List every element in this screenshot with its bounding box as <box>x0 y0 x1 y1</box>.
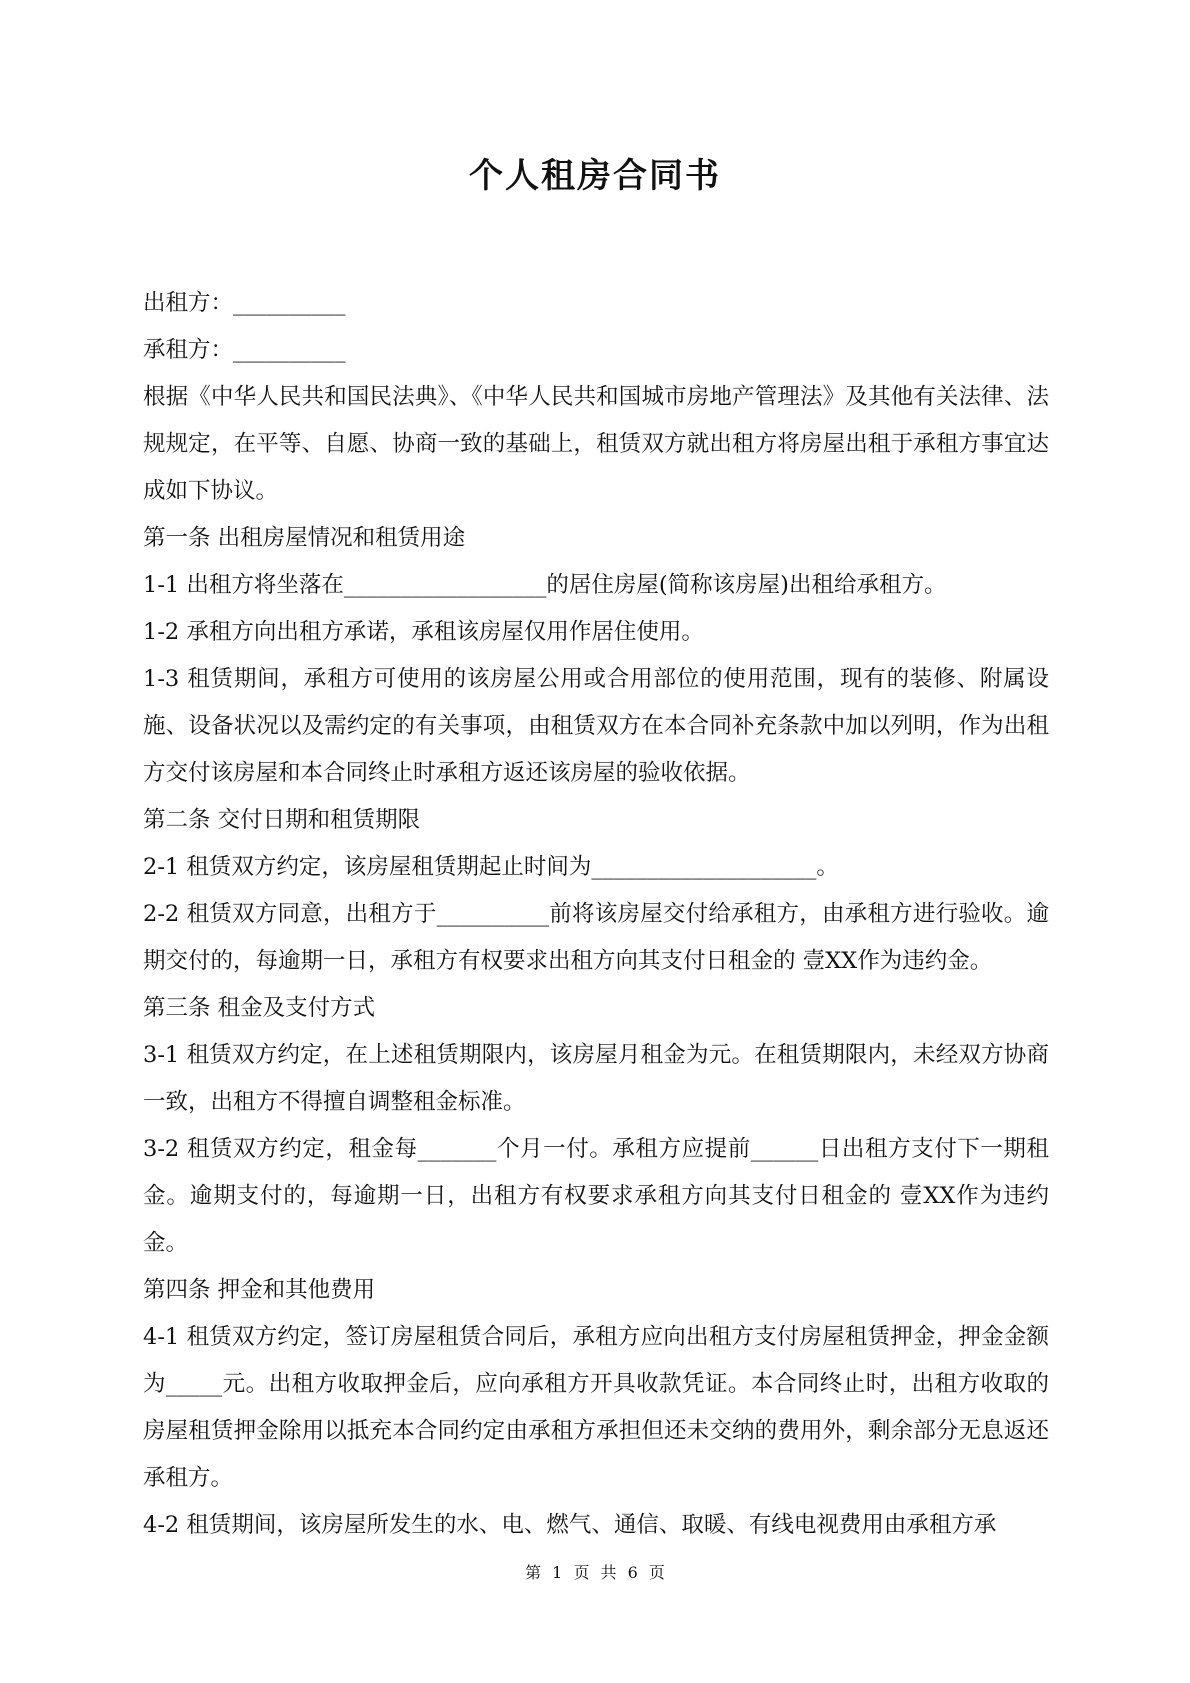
clause-3-1: 3-1 租赁双方约定，在上述租赁期限内，该房屋月租金为元。在租赁期限内，未经双方协商一致，出租方不得擅自调整租金标准。 <box>143 1042 1049 1115</box>
clause-4-1: 4-1 租赁双方约定，签订房屋租赁合同后，承租方应向出租方支付房屋租赁押金，押金金额为_____元。出租方收取押金后，应向承租方开具收款凭证。本合同终止时，出租方收取的房屋租赁押金除用以抵充本合同约定由承租方承担但还未交纳的费用外，剩余部分无息返还承租方。 <box>143 1324 1049 1491</box>
clause-4-2: 4-2 租赁期间，该房屋所发生的水、电、燃气、通信、取暖、有线电视费用由承租方承 <box>143 1512 997 1538</box>
clause-1-3: 1-3 租赁期间，承租方可使用的该房屋公用或合用部位的使用范围，现有的装修、附属设施、设备状况以及需约定的有关事项，由租赁双方在本合同补充条款中加以列明，作为出租方交付该房屋和本合同终止时承租方返还该房屋的验收依据。 <box>143 666 1049 786</box>
clause-1-1: 1-1 出租方将坐落在__________________的居住房屋(简称该房屋)出租给承租方。 <box>143 572 947 598</box>
clause-2-2: 2-2 租赁双方同意，出租方于__________前将该房屋交付给承租方，由承租方进行验收。逾期交付的，每逾期一日，承租方有权要求出租方向其支付日租金的 壹XX作为违约金。 <box>143 901 1049 974</box>
clause-1-2: 1-2 承租方向出租方承诺，承租该房屋仅用作居住使用。 <box>143 619 704 645</box>
article-4-heading: 第四条 押金和其他费用 <box>143 1277 376 1303</box>
document-title: 个人租房合同书 <box>469 156 721 196</box>
document-body <box>143 280 1049 1549</box>
preamble-paragraph: 根据《中华人民共和国民法典》、《中华人民共和国城市房地产管理法》及其他有关法律、法规规定，在平等、自愿、协商一致的基础上，租赁双方就出租方将房屋出租于承租方事宜达成如下协议。 <box>143 384 1049 504</box>
clause-2-1: 2-1 租赁双方约定，该房屋租赁期起止时间为____________________。 <box>143 854 839 880</box>
article-2-heading: 第二条 交付日期和租赁期限 <box>143 807 421 833</box>
article-3-heading: 第三条 租金及支付方式 <box>143 995 376 1021</box>
page-number-footer: 第 1 页 共 6 页 <box>525 1563 665 1582</box>
article-1-heading: 第一条 出租房屋情况和租赁用途 <box>143 525 466 551</box>
clause-3-2: 3-2 租赁双方约定，租金每_______个月一付。承租方应提前______日出租方支付下一期租金。逾期支付的，每逾期一日，出租方有权要求承租方向其支付日租金的 壹XX作为违约金。 <box>143 1136 1049 1256</box>
lessor-line: 出租方：__________ <box>143 290 346 316</box>
lessee-line: 承租方：__________ <box>143 337 346 363</box>
